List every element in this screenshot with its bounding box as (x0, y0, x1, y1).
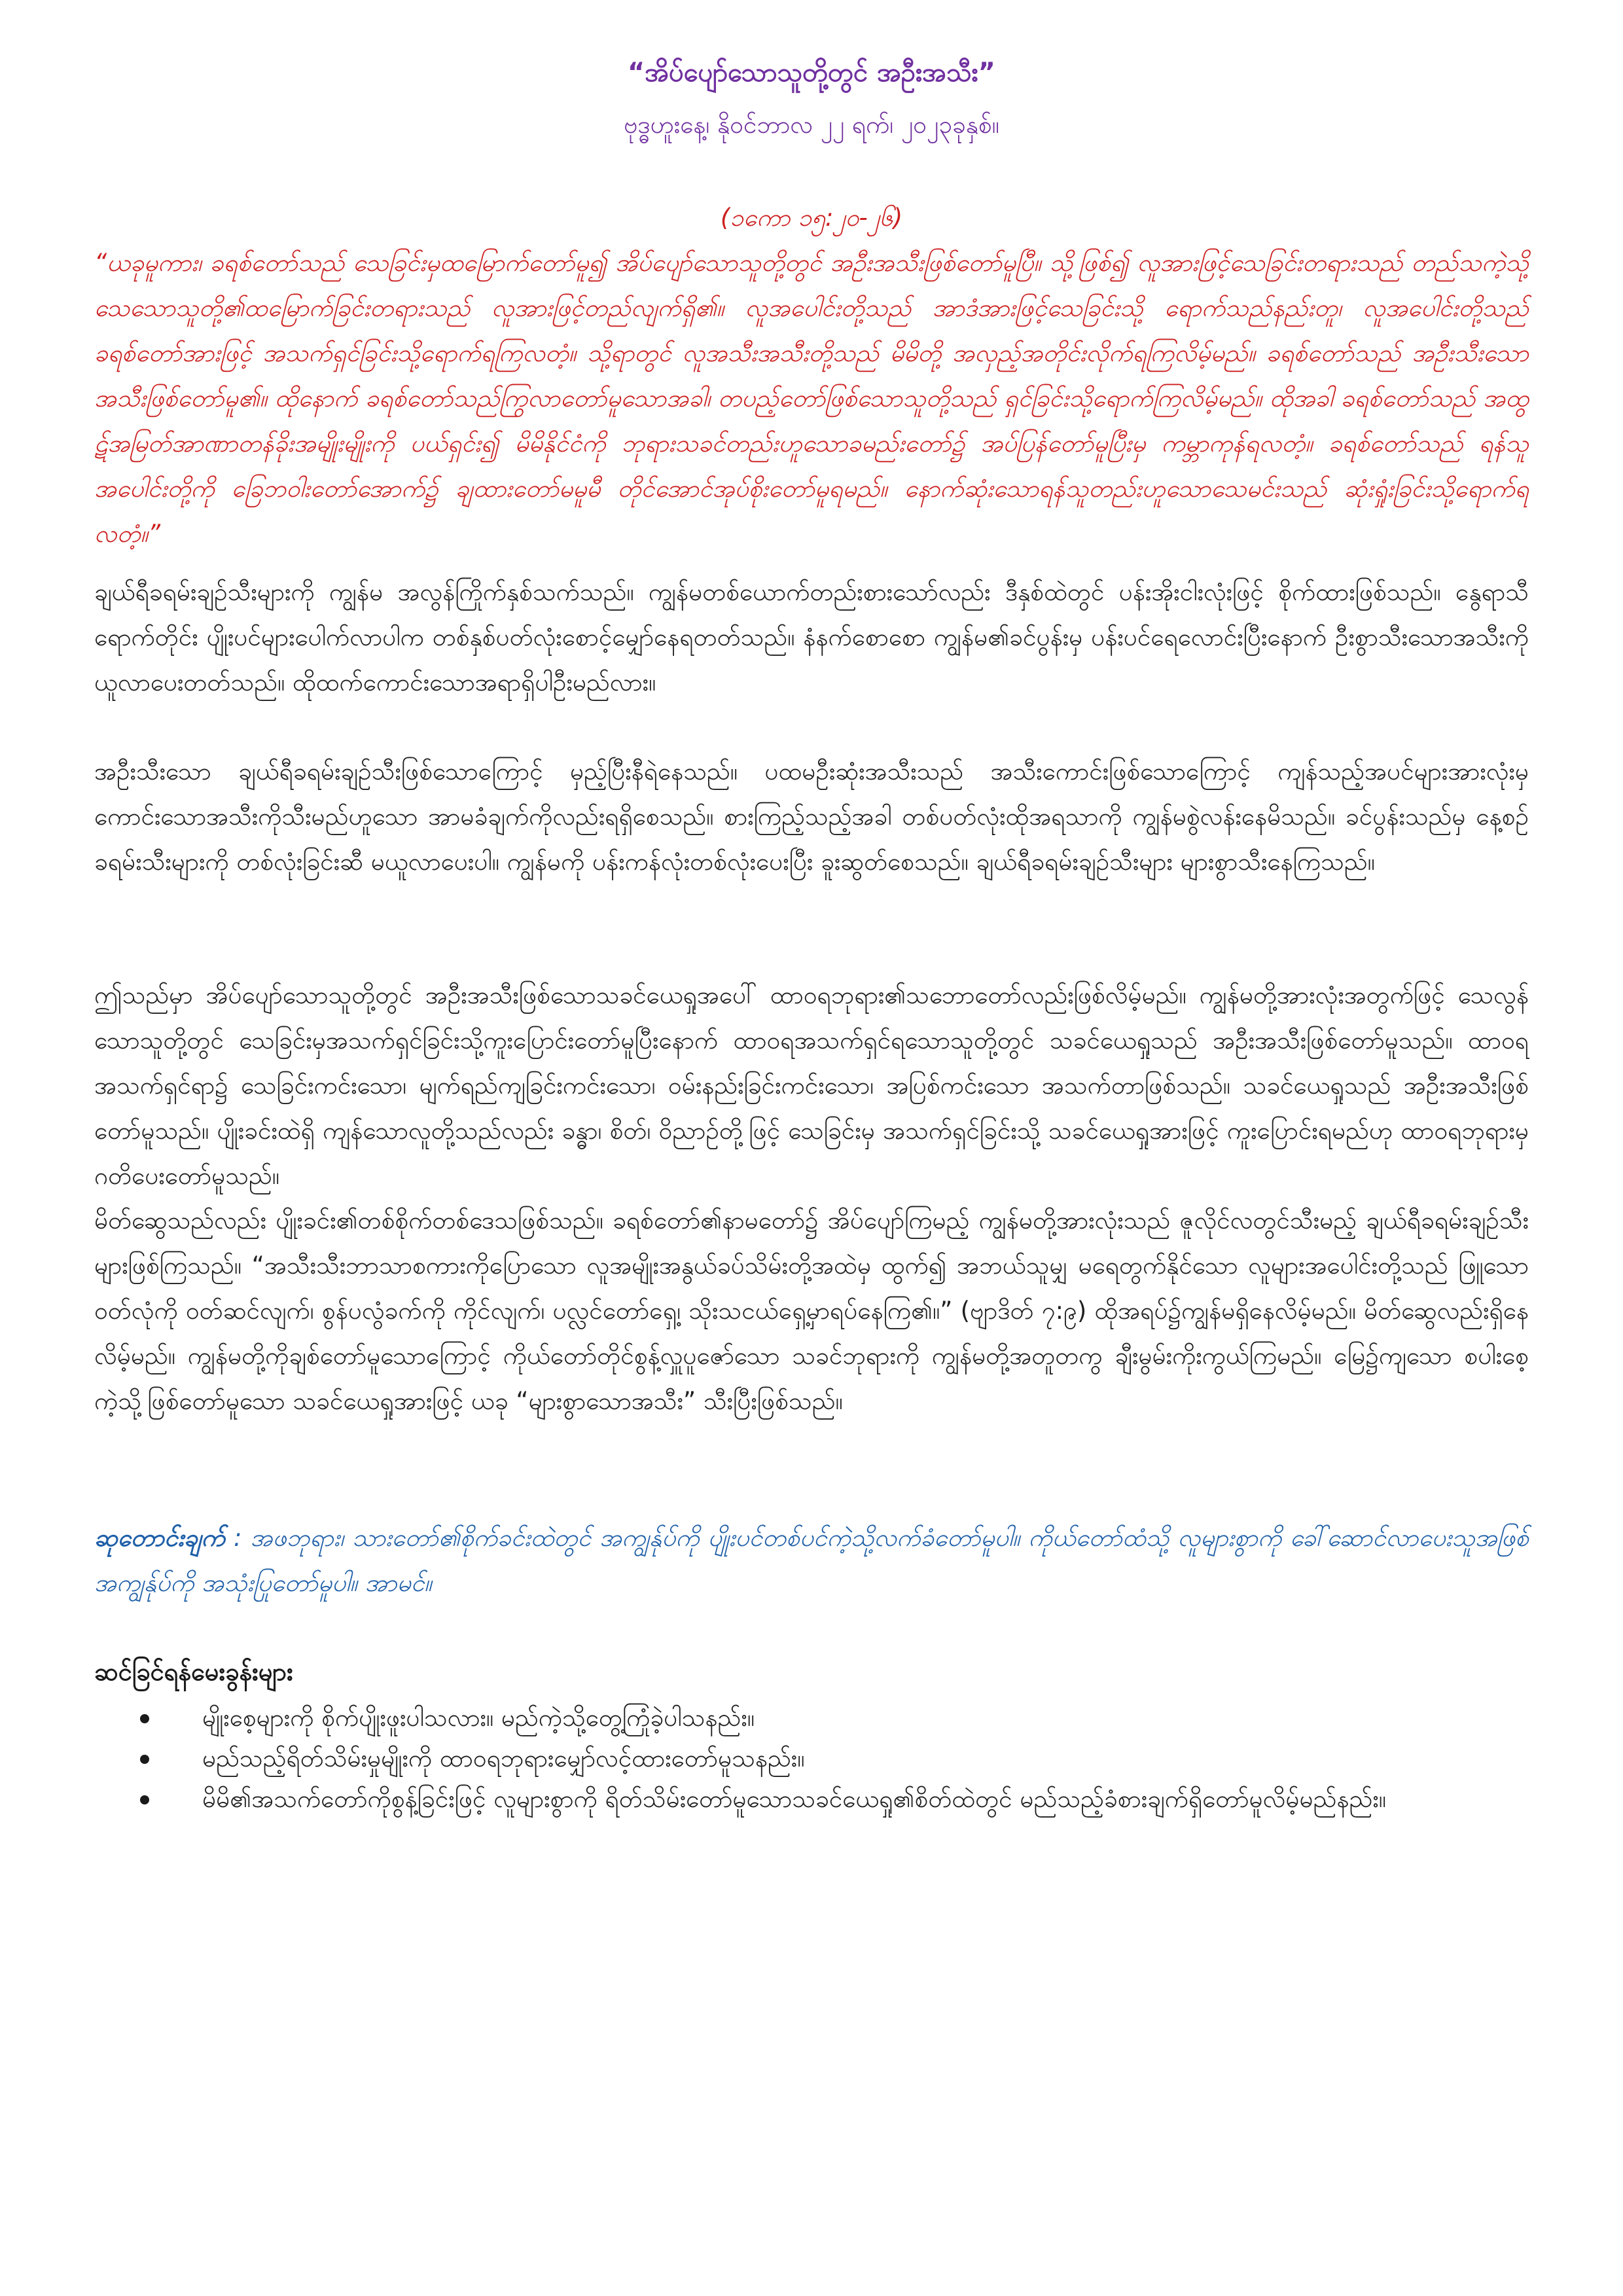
questions-heading: ဆင်ခြင်ရန်မေးခွန်းများ (94, 1657, 293, 1686)
body-paragraph: ချယ်ရီခရမ်းချဉ်သီးများကို ကျွန်မ အလွန်ကြိုက်နှစ်သက်သည်။ ကျွန်မတစ်ယောက်တည်းစားသော်လည်း ဒီနှစ်ထဲတွင် ပန်းအိုးငါးလုံးဖြင့် စိုက်ထားဖြစ်သည်။ နွေရာသီရောက်တိုင်း ပျိုးပင်များပေါက်လာပါက တစ်နှစ်ပတ်လုံးစောင့်မျှော်နေရတတ်သည်။ နံနက်စောစော ကျွန်မ၏ခင်ပွန်းမှ ပန်းပင်ရေလောင်းပြီးနောက် ဦးစွာသီးသောအသီးကိုယူလာပေးတတ်သည်။ ထိုထက်ကောင်းသောအရာရှိပါဦးမည်လား။ (94, 578, 1529, 696)
page-title: “အိပ်ပျော်သောသူတို့တွင် အဦးအသီး” (628, 58, 995, 88)
prayer-label: ဆုတောင်းချက် (94, 1524, 225, 1552)
scripture-reference: (၁ကော ၁၅:၂၀-၂၆) (720, 204, 903, 232)
prayer-block (94, 1515, 1529, 1605)
question-item (94, 1779, 1529, 1820)
scripture-text: “ယခုမူကား၊ ခရစ်တော်သည် သေခြင်းမှထမြောက်တော်မူ၍ အိပ်ပျော်သောသူတို့တွင် အဦးအသီးဖြစ်တော်မူပြီ။ သို့ဖြစ်၍ လူအားဖြင့်သေခြင်းတရားသည် တည်သကဲ့သို့ သေသောသူတို့၏ထမြောက်ခြင်းတရားသည် လူအားဖြင့်တည်လျက်ရှိ၏။ လူအပေါင်းတို့သည် အာဒံအားဖြင့်သေခြင်းသို့ ရောက်သည်နည်းတူ၊ လူအပေါင်းတို့သည် ခရစ်တော်အားဖြင့် အသက်ရှင်ခြင်းသို့ရောက်ရကြလတံ့။ သို့ရာတွင် လူအသီးအသီးတို့သည် မိမိတို့ အလှည့်အတိုင်းလိုက်ရကြလိမ့်မည်။ ခရစ်တော်သည် အဦးသီးသောအသီးဖြစ်တော်မူ၏။ ထိုနောက် ခရစ်တော်သည်ကြွလာတော်မူသောအခါ၊ တပည့်တော်ဖြစ်သောသူတို့သည် ရှင်ခြင်းသို့ရောက်ကြလိမ့်မည်။ ထိုအခါ ခရစ်တော်သည် အထွဋ်အမြတ်အာဏာတန်ခိုးအမျိုးမျိုးကို ပယ်ရှင်း၍ မိမိနိုင်ငံကို ဘုရားသခင်တည်းဟူသောခမည်းတော်၌ အပ်ပြန်တော်မူပြီးမှ ကမ္ဘာကုန်ရလတံ့။ ခရစ်တော်သည် ရန်သူအပေါင်းတို့ကို ခြေဘဝါးတော်အောက်၌ ချထားတော်မမူမီ တိုင်အောင်အုပ်စိုးတော်မူရမည်။ နောက်ဆုံးသောရန်သူတည်းဟူသောသေမင်းသည် ဆုံးရှုံးခြင်းသို့ရောက်ရလတံ့။” (94, 249, 1529, 548)
body-paragraph: မိတ်ဆွေသည်လည်း ပျိုးခင်း၏တစ်စိုက်တစ်ဒေသဖြစ်သည်။ ခရစ်တော်၏နာမတော်၌ အိပ်ပျော်ကြမည့် ကျွန်မတို့အားလုံးသည် ဇူလိုင်လတွင်သီးမည့် ချယ်ရီခရမ်းချဉ်သီးများဖြစ်ကြသည်။ “အသီးသီးဘာသာစကားကိုပြောသော လူအမျိုးအနွယ်ခပ်သိမ်းတို့အထဲမှ ထွက်၍ အဘယ်သူမျှ မရေတွက်နိုင်သော လူများအပေါင်းတို့သည် ဖြူသောဝတ်လုံကို ဝတ်ဆင်လျက်၊ စွန်ပလွံခက်ကို ကိုင်လျက်၊ ပလ္လင်တော်ရှေ့၊ သိုးသငယ်ရှေ့မှာရပ်နေကြ၏။” (ဗျာဒိတ် ၇:၉) ထိုအရပ်၌ကျွန်မရှိနေလိမ့်မည်။ မိတ်ဆွေလည်းရှိနေလိမ့်မည်။ ကျွန်မတို့ကိုချစ်တော်မူသောကြောင့် ကိုယ်တော်တိုင်စွန့်လှူပူဇော်သော သခင်ဘုရားကို ကျွန်မတို့အတူတကွ ချီးမွမ်းကိုးကွယ်ကြမည်။ မြေ၌ကျသော စပါးစေ့ကဲ့သို့ဖြစ်တော်မူသော သခင်ယေရှုအားဖြင့် ယခု “များစွာသောအသီး” သီးပြီးဖြစ်သည်။ (94, 1206, 1529, 1415)
question-item (94, 1738, 1529, 1779)
questions-list (94, 1698, 1529, 1820)
question-text: မည်သည့်ရိတ်သိမ်းမှုမျိုးကို ထာဝရဘုရားမျှော်လင့်ထားတော်မူသနည်း။ (202, 1744, 805, 1772)
question-text: မိမိ၏အသက်တော်ကိုစွန့်ခြင်းဖြင့် လူများစွာကို ရိတ်သိမ်းတော်မူသောသခင်ယေရှု၏စိတ်ထဲတွင် မည်သည့်ခံစားချက်ရှိတော်မူလိမ့်မည်နည်း။ (202, 1785, 1386, 1813)
bullet-icon (140, 1714, 149, 1723)
question-text: မျိုးစေ့များကို စိုက်ပျိုးဖူးပါသလား။ မည်ကဲ့သို့တွေ့ကြုံခဲ့ပါသနည်း။ (202, 1704, 755, 1732)
bullet-icon (140, 1795, 149, 1804)
question-item (94, 1698, 1529, 1738)
bullet-icon (140, 1755, 149, 1764)
prayer-text: : အဖဘုရား၊ သားတော်၏စိုက်ခင်းထဲတွင် အကျွန်ုပ်ကို ပျိုးပင်တစ်ပင်ကဲ့သို့လက်ခံတော်မူပါ။ ကိုယ်တော်ထံသို့ လူများစွာကို ခေါ်ဆောင်လာပေးသူအဖြစ် အကျွန်ုပ်ကို အသုံးပြုတော်မူပါ။ အာမင်။ (94, 1524, 1529, 1597)
body-paragraph: အဦးသီးသော ချယ်ရီခရမ်းချဉ်သီးဖြစ်သောကြောင့် မှည့်ပြီးနီရဲနေသည်။ ပထမဦးဆုံးအသီးသည် အသီးကောင်းဖြစ်သောကြောင့် ကျန်သည့်အပင်များအားလုံးမှ ကောင်းသောအသီးကိုသီးမည်ဟူသော အာမခံချက်ကိုလည်းရရှိစေသည်။ စားကြည့်သည့်အခါ တစ်ပတ်လုံးထိုအရသာကို ကျွန်မစွဲလန်းနေမိသည်။ ခင်ပွန်းသည်မှ နေ့စဉ် ခရမ်းသီးများကို တစ်လုံးခြင်းဆီ မယူလာပေးပါ။ ကျွန်မကို ပန်းကန်လုံးတစ်လုံးပေးပြီး ခူးဆွတ်စေသည်။ ချယ်ရီခရမ်းချဉ်သီးများ များစွာသီးနေကြသည်။ (94, 757, 1529, 876)
scripture-block (94, 195, 1529, 556)
reflection-questions (94, 1652, 1529, 1820)
dateline: ဗုဒ္ဓဟူးနေ့၊ နိုဝင်ဘာလ ၂၂ ရက်၊ ၂၀၂၃ခုနှစ်။ (624, 111, 999, 139)
body-paragraph: ဤသည်မှာ အိပ်ပျော်သောသူတို့တွင် အဦးအသီးဖြစ်သောသခင်ယေရှုအပေါ် ထာဝရဘုရား၏သဘောတော်လည်းဖြစ်လိမ့်မည်။ ကျွန်မတို့အားလုံးအတွက်ဖြင့် သေလွန်သောသူတို့တွင် သေခြင်းမှအသက်ရှင်ခြင်းသို့ကူးပြောင်းတော်မူပြီးနောက် ထာဝရအသက်ရှင်ရသောသူတို့တွင် သခင်ယေရှုသည် အဦးအသီးဖြစ်တော်မူသည်။ ထာဝရအသက်ရှင်ရာ၌ သေခြင်းကင်းသော၊ မျက်ရည်ကျခြင်းကင်းသော၊ ဝမ်းနည်းခြင်းကင်းသော၊ အပြစ်ကင်းသော အသက်တာဖြစ်သည်။ သခင်ယေရှုသည် အဦးအသီးဖြစ်တော်မူသည်။ ပျိုးခင်းထဲရှိ ကျန်သောလူတို့သည်လည်း ခန္ဓာ၊ စိတ်၊ ဝိညာဉ်တို့ဖြင့် သေခြင်းမှ အသက်ရှင်ခြင်းသို့ သခင်ယေရှုအားဖြင့် ကူးပြောင်းရမည်ဟု ထာဝရဘုရားမှ ဂတိပေးတော်မူသည်။ (94, 981, 1529, 1190)
